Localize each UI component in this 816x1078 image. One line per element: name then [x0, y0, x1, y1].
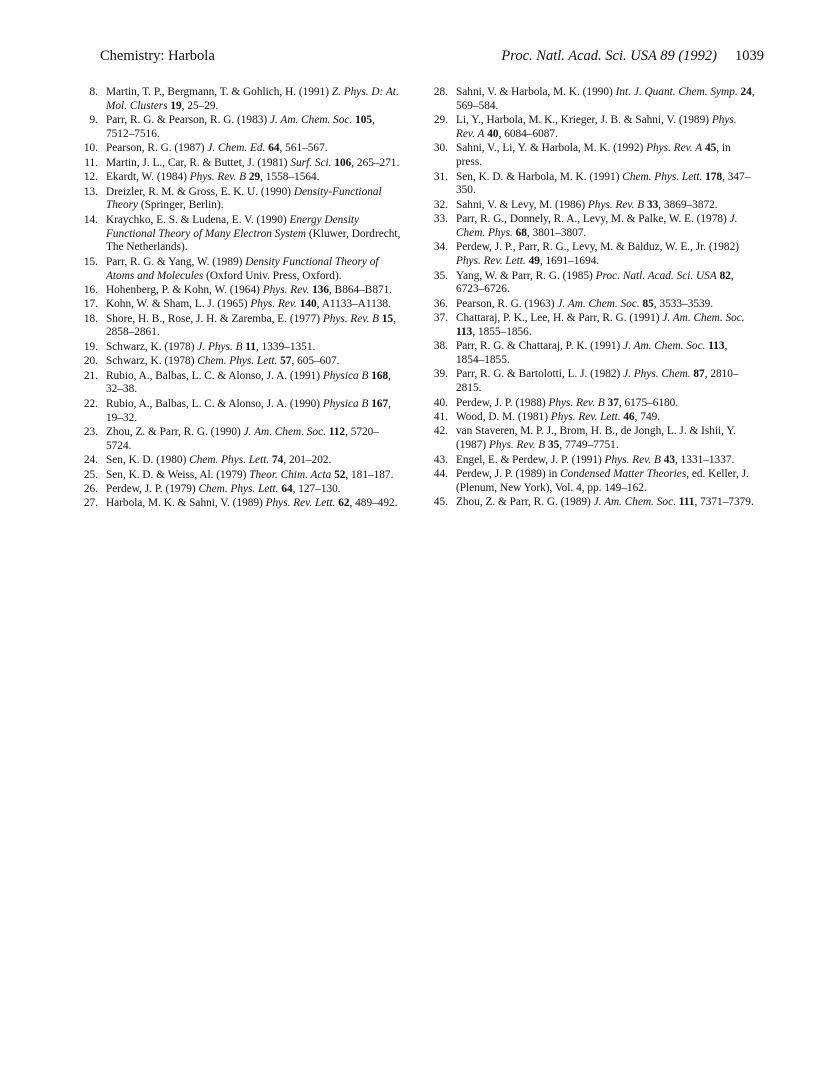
reference-volume: 64	[268, 142, 280, 155]
reference-fragment: , 19–32.	[106, 397, 391, 424]
reference-text	[456, 114, 737, 140]
reference-fragment: (Oxford Univ. Press, Oxford).	[203, 269, 342, 282]
reference-fragment: , 7749–7751.	[559, 439, 619, 452]
reference-source: Chem. Phys. Lett.	[198, 483, 279, 495]
reference-text	[106, 157, 399, 169]
reference-volume: 57	[280, 355, 292, 368]
reference-source: Density Functional Theory of Atoms and Molecules	[106, 255, 379, 282]
reference-source: Proc. Natl. Acad. Sci. USA	[595, 269, 717, 282]
reference-fragment: , 2810–2815.	[456, 368, 739, 395]
reference-source: Phys. Rev. Lett.	[456, 255, 526, 268]
reference-fragment: Sen, K. D. (1980)	[106, 454, 190, 467]
reference-entry	[428, 142, 758, 170]
reference-volume: 105	[355, 114, 373, 127]
reference-fragment: Schwarz, K. (1978)	[106, 355, 198, 368]
reference-fragment: , 3533–3539.	[653, 297, 714, 310]
reference-source: Phys. Rev.	[250, 298, 297, 311]
reference-fragment: Engel, E. & Perdew, J. P. (1991)	[456, 453, 605, 466]
references-left-column	[78, 86, 402, 512]
reference-fragment: , 1855–1856.	[472, 325, 532, 338]
reference-text	[456, 171, 750, 197]
reference-number: 34.	[433, 241, 448, 254]
reference-source: Theor. Chim. Acta	[249, 468, 332, 481]
reference-text	[106, 483, 341, 495]
reference-number: 28.	[433, 86, 448, 98]
reference-fragment: Zhou, Z. & Parr, R. G. (1989)	[456, 496, 594, 509]
reference-entry	[78, 398, 402, 426]
reference-fragment: , 1691–1694.	[539, 255, 600, 268]
reference-text	[456, 86, 755, 112]
reference-fragment: Sahni, V. & Levy, M. (1986)	[456, 198, 588, 211]
reference-fragment: , 1339–1351.	[255, 340, 316, 353]
reference-entry	[428, 270, 758, 298]
journal-citation: Proc. Natl. Acad. Sci. USA 89 (1992)	[501, 48, 717, 64]
reference-number: 45.	[433, 496, 448, 509]
reference-fragment: Dreizler, R. M. & Gross, E. K. U. (1990)	[106, 185, 294, 198]
reference-fragment: Li, Y., Harbola, M. K., Krieger, J. B. & Sahni, V. (1989)	[456, 114, 712, 127]
reference-source: Density-Functional Theory	[106, 185, 382, 212]
reference-number: 37.	[433, 312, 448, 325]
reference-text	[456, 411, 660, 423]
reference-volume: 68	[515, 226, 527, 239]
reference-fragment: Parr, R. G. & Chattaraj, P. K. (1991)	[456, 340, 624, 353]
reference-number: 31.	[433, 170, 448, 183]
reference-text	[106, 171, 319, 183]
reference-fragment: (Springer, Berlin).	[138, 199, 224, 212]
reference-volume: 52	[334, 468, 346, 481]
reference-number: 33.	[433, 213, 448, 226]
reference-source: J. Am. Chem. Soc.	[243, 426, 326, 439]
reference-entry	[78, 171, 402, 185]
reference-volume: 43	[663, 453, 675, 466]
reference-fragment: , 561–567.	[279, 142, 328, 155]
reference-source: Phys. Rev. A	[646, 142, 703, 155]
reference-text	[456, 496, 754, 508]
reference-fragment: , 6175–6180.	[618, 396, 679, 409]
reference-entry	[78, 313, 402, 341]
reference-fragment: Pearson, R. G. (1987)	[106, 142, 208, 155]
reference-text	[456, 298, 713, 310]
reference-fragment: Harbola, M. K. & Sahni, V. (1989)	[106, 497, 266, 510]
reference-number: 39.	[433, 368, 448, 381]
reference-fragment: Rubio, A., Balbas, L. C. & Alonso, J. A. (1991)	[106, 369, 323, 382]
reference-text	[456, 368, 739, 394]
reference-number: 14.	[83, 213, 98, 226]
reference-fragment: , 605–607.	[291, 355, 340, 368]
reference-text	[106, 186, 382, 212]
reference-source: Phys. Rev. B	[587, 198, 645, 211]
reference-volume: 113	[708, 340, 725, 353]
reference-volume: 113	[456, 325, 473, 338]
section-title: Chemistry: Harbola	[100, 48, 215, 64]
reference-volume: 167	[371, 397, 389, 410]
reference-fragment: Rubio, A., Balbas, L. C. & Alonso, J. A. (1990)	[106, 397, 323, 410]
reference-fragment: , 201–202.	[283, 454, 332, 467]
reference-text	[456, 199, 718, 211]
reference-source: Phys. Rev. B	[488, 439, 546, 452]
reference-text	[106, 114, 375, 140]
reference-volume: 87	[693, 368, 705, 381]
reference-text	[106, 426, 379, 452]
reference-entry	[78, 298, 402, 312]
reference-entry	[78, 157, 402, 171]
reference-fragment: (Kluwer, Dordrecht, The Netherlands).	[106, 227, 401, 254]
page-number: 1039	[735, 48, 764, 64]
reference-fragment: , ed. Keller, J. (Plenum, New York), Vol. 4, pp. 149–162.	[456, 468, 749, 494]
reference-source: J. Am. Chem. Soc.	[557, 297, 640, 310]
reference-number: 38.	[433, 340, 448, 353]
reference-text	[456, 241, 739, 267]
reference-entry	[428, 411, 758, 425]
reference-text	[106, 86, 399, 112]
reference-fragment: , 3801–3807.	[526, 226, 587, 239]
reference-entry	[428, 397, 758, 411]
reference-entry	[78, 469, 402, 483]
reference-volume: 49	[528, 255, 540, 268]
reference-number: 15.	[83, 255, 98, 268]
reference-volume: 11	[245, 340, 256, 353]
reference-source: Phys. Rev. B	[604, 453, 661, 466]
reference-text	[456, 425, 736, 451]
reference-source: Phys. Rev.	[262, 283, 310, 296]
reference-source: J. Chem. Phys.	[456, 213, 738, 239]
reference-volume: 46	[623, 411, 635, 424]
reference-volume: 35	[548, 439, 560, 452]
references-right-column	[428, 86, 758, 511]
reference-entry	[78, 454, 402, 468]
reference-fragment: Parr, R. G. & Pearson, R. G. (1983)	[106, 114, 270, 127]
reference-fragment: , 7512–7516.	[106, 114, 375, 140]
reference-entry	[428, 171, 758, 199]
reference-text	[456, 270, 734, 296]
reference-entry	[428, 496, 758, 510]
reference-entry	[428, 340, 758, 368]
reference-volume: 140	[299, 298, 317, 311]
reference-number: 12.	[83, 171, 98, 184]
reference-number: 11.	[84, 156, 98, 169]
reference-text	[456, 454, 734, 466]
reference-entry	[78, 355, 402, 369]
reference-fragment: van Staveren, M. P. J., Brom, H. B., de Jongh, L. J. & Ishii, Y. (1987)	[456, 425, 736, 452]
reference-fragment: Yang, W. & Parr, R. G. (1985)	[456, 269, 596, 282]
reference-volume: 64	[281, 483, 293, 495]
reference-number: 40.	[433, 396, 448, 409]
reference-number: 36.	[433, 297, 448, 310]
reference-number: 10.	[83, 142, 98, 155]
reference-text	[106, 298, 391, 310]
reference-number: 29.	[433, 114, 448, 127]
reference-fragment: Wood, D. M. (1981)	[456, 411, 551, 424]
reference-volume: 45	[704, 142, 717, 155]
reference-number: 42.	[433, 425, 448, 438]
reference-source: J. Am. Chem. Soc.	[269, 114, 353, 127]
reference-fragment: , 569–584.	[456, 86, 755, 112]
reference-fragment: Sen, K. D. & Weiss, Al. (1979)	[106, 468, 250, 481]
reference-fragment: Parr, R. G. & Bartolotti, L. J. (1982)	[456, 368, 624, 381]
reference-fragment: , 489–492.	[349, 497, 398, 510]
reference-text	[106, 284, 392, 296]
reference-fragment: , A1133–A1138.	[316, 298, 391, 311]
reference-fragment: Sen, K. D. & Harbola, M. K. (1991)	[456, 170, 623, 183]
reference-number: 19.	[83, 340, 98, 353]
reference-entry	[78, 114, 402, 142]
reference-fragment: , 1854–1855.	[456, 340, 728, 367]
reference-fragment: Ekardt, W. (1984)	[106, 171, 190, 184]
reference-source: Int. J. Quant. Chem. Symp.	[615, 86, 738, 98]
running-header	[100, 48, 764, 70]
reference-fragment: Hohenberg, P. & Kohn, W. (1964)	[106, 283, 263, 296]
reference-number: 32.	[433, 198, 448, 211]
reference-number: 27.	[83, 497, 98, 510]
reference-entry	[428, 368, 758, 396]
reference-source: Physica B	[322, 369, 369, 382]
reference-fragment: Zhou, Z. & Parr, R. G. (1990)	[106, 426, 244, 439]
reference-volume: 29	[248, 171, 261, 184]
reference-source: Physica B	[322, 397, 369, 410]
reference-volume: 19	[170, 99, 182, 112]
reference-entry	[428, 454, 758, 468]
reference-volume: 40	[487, 127, 499, 140]
reference-volume: 37	[607, 396, 619, 409]
reference-entry	[428, 312, 758, 340]
reference-fragment: , 181–187.	[345, 468, 394, 481]
reference-fragment: , 127–130.	[292, 483, 341, 495]
reference-number: 35.	[433, 269, 448, 282]
reference-fragment: Perdew, J. P. (1989) in	[456, 468, 561, 481]
reference-number: 18.	[83, 312, 98, 325]
reference-number: 22.	[83, 397, 98, 410]
reference-source: Phys. Rev. B	[548, 396, 605, 409]
reference-number: 44.	[433, 468, 448, 481]
reference-entry	[78, 214, 402, 255]
reference-number: 8.	[89, 86, 98, 98]
reference-entry	[428, 199, 758, 213]
reference-volume: 106	[334, 156, 352, 169]
reference-text	[456, 312, 745, 338]
header-right	[501, 48, 764, 65]
reference-fragment: , in press.	[456, 142, 731, 169]
reference-text	[106, 497, 398, 509]
reference-fragment: , 265–271.	[351, 156, 400, 169]
reference-entry	[428, 241, 758, 269]
reference-source: Energy Density Functional Theory of Many Electron System	[106, 213, 359, 240]
reference-volume: 111	[678, 496, 695, 509]
reference-fragment: , 749.	[634, 411, 661, 424]
reference-text	[106, 142, 328, 154]
reference-fragment: Sahni, V., Li, Y. & Harbola, M. K. (1992)	[456, 142, 647, 155]
reference-source: Phys. Rev. Lett.	[550, 411, 621, 424]
reference-entry	[428, 298, 758, 312]
reference-source: J. Phys. Chem.	[623, 368, 691, 381]
reference-entry	[78, 186, 402, 214]
reference-volume: 136	[312, 283, 330, 296]
reference-fragment: Martin, J. L., Car, R. & Buttet, J. (1981)	[106, 156, 291, 169]
reference-text	[106, 341, 315, 353]
reference-fragment: Parr, R. G., Donnely, R. A., Levy, M. & Palke, W. E. (1978)	[456, 213, 730, 226]
reference-volume: 85	[642, 297, 654, 310]
reference-fragment: , 347–350.	[456, 170, 751, 197]
reference-text	[106, 469, 393, 481]
reference-text	[456, 340, 727, 366]
reference-fragment: , 6723–6726.	[456, 269, 734, 296]
reference-number: 13.	[83, 185, 98, 198]
reference-number: 9.	[89, 114, 98, 127]
reference-number: 16.	[83, 283, 98, 296]
reference-text	[106, 256, 379, 282]
reference-entry	[428, 468, 758, 496]
reference-source: Surf. Sci.	[290, 156, 332, 169]
reference-text	[456, 142, 731, 168]
reference-fragment: Perdew, J. P. (1979)	[106, 483, 199, 495]
reference-fragment: , B864–B871.	[329, 283, 393, 296]
reference-fragment: Perdew, J. P., Parr, R. G., Levy, M. & Balduz, W. E., Jr. (1982)	[456, 241, 739, 254]
reference-fragment: Chattaraj, P. K., Lee, H. & Parr, R. G. (1991)	[456, 312, 663, 325]
reference-text	[106, 355, 339, 367]
reference-source: J. Chem. Ed.	[207, 142, 266, 155]
reference-fragment: Pearson, R. G. (1963)	[456, 297, 558, 310]
reference-fragment: , 3869–3872.	[658, 198, 718, 211]
reference-entry	[428, 86, 758, 114]
reference-fragment: Perdew, J. P. (1988)	[456, 396, 549, 409]
reference-entry	[78, 142, 402, 156]
reference-source: Phys. Rev. B	[189, 171, 247, 184]
reference-number: 20.	[83, 355, 98, 368]
reference-text	[106, 398, 391, 424]
reference-source: Chem. Phys. Lett.	[197, 355, 278, 368]
reference-text	[106, 214, 400, 254]
reference-number: 30.	[433, 142, 448, 155]
reference-number: 26.	[83, 483, 98, 495]
reference-fragment: Parr, R. G. & Yang, W. (1989)	[106, 255, 246, 268]
reference-fragment: Schwarz, K. (1978)	[106, 340, 198, 353]
reference-volume: 82	[719, 269, 731, 282]
reference-entry	[78, 426, 402, 454]
reference-number: 21.	[83, 369, 98, 382]
reference-entry	[78, 284, 402, 298]
reference-text	[456, 468, 749, 494]
reference-entry	[428, 114, 758, 142]
reference-fragment: , 25–29.	[181, 99, 219, 112]
reference-volume: 33	[646, 198, 659, 211]
reference-entry	[78, 86, 402, 114]
reference-entry	[78, 341, 402, 355]
reference-source: J. Am. Chem. Soc.	[623, 340, 706, 353]
reference-fragment: , 7371–7379.	[694, 496, 754, 509]
reference-fragment: , 5720–5724.	[106, 426, 379, 452]
reference-fragment: , 32–38.	[106, 369, 391, 396]
reference-number: 23.	[83, 426, 98, 439]
reference-text	[106, 313, 396, 339]
reference-source: J. Phys. B	[197, 340, 243, 353]
reference-fragment: Kohn, W. & Sham, L. J. (1965)	[106, 298, 251, 311]
reference-source: Phys. Rev. Lett.	[265, 497, 336, 510]
reference-fragment: Shore, H. B., Rose, J. H. & Zaremba, E. (1977)	[106, 312, 323, 325]
reference-fragment: , 1331–1337.	[675, 453, 735, 466]
reference-text	[106, 454, 331, 466]
reference-fragment: Kraychko, E. S. & Ludena, E. V. (1990)	[106, 213, 290, 226]
reference-source: Chem. Phys. Lett.	[189, 454, 270, 467]
reference-source: Chem. Phys. Lett.	[622, 170, 703, 183]
reference-entry	[78, 370, 402, 398]
reference-volume: 24	[740, 86, 752, 98]
reference-volume: 62	[338, 497, 350, 510]
reference-fragment: Sahni, V. & Harbola, M. K. (1990)	[456, 86, 616, 98]
reference-volume: 74	[272, 454, 284, 467]
reference-source: Phys. Rev. B	[322, 312, 380, 325]
reference-entry	[78, 497, 402, 511]
reference-entry	[428, 213, 758, 241]
reference-text	[456, 213, 737, 239]
reference-volume: 15	[381, 312, 394, 325]
reference-number: 17.	[83, 298, 98, 311]
reference-number: 43.	[433, 453, 448, 466]
reference-source: Phys. Rev. A	[456, 114, 737, 140]
reference-source: J. Am. Chem. Soc.	[593, 496, 676, 509]
reference-entry	[428, 425, 758, 453]
reference-fragment: , 6084–6087.	[498, 127, 558, 140]
reference-entry	[78, 256, 402, 284]
reference-volume: 112	[328, 426, 346, 439]
reference-source: J. Am. Chem. Soc.	[662, 312, 745, 325]
reference-fragment: , 1558–1564.	[260, 171, 320, 184]
reference-source: Condensed Matter Theories	[560, 468, 687, 481]
reference-number: 25.	[83, 468, 98, 481]
reference-fragment: Martin, T. P., Bergmann, T. & Gohlich, H. (1991)	[106, 86, 332, 98]
reference-number: 24.	[83, 454, 98, 467]
reference-volume: 168	[371, 369, 389, 382]
reference-entry	[78, 483, 402, 497]
reference-volume: 178	[705, 170, 723, 183]
reference-source: Z. Phys. D: At. Mol. Clusters	[106, 86, 399, 112]
reference-number: 41.	[433, 411, 448, 424]
reference-text	[106, 370, 391, 396]
reference-text	[456, 397, 678, 409]
reference-fragment: , 2858–2861.	[106, 312, 397, 339]
